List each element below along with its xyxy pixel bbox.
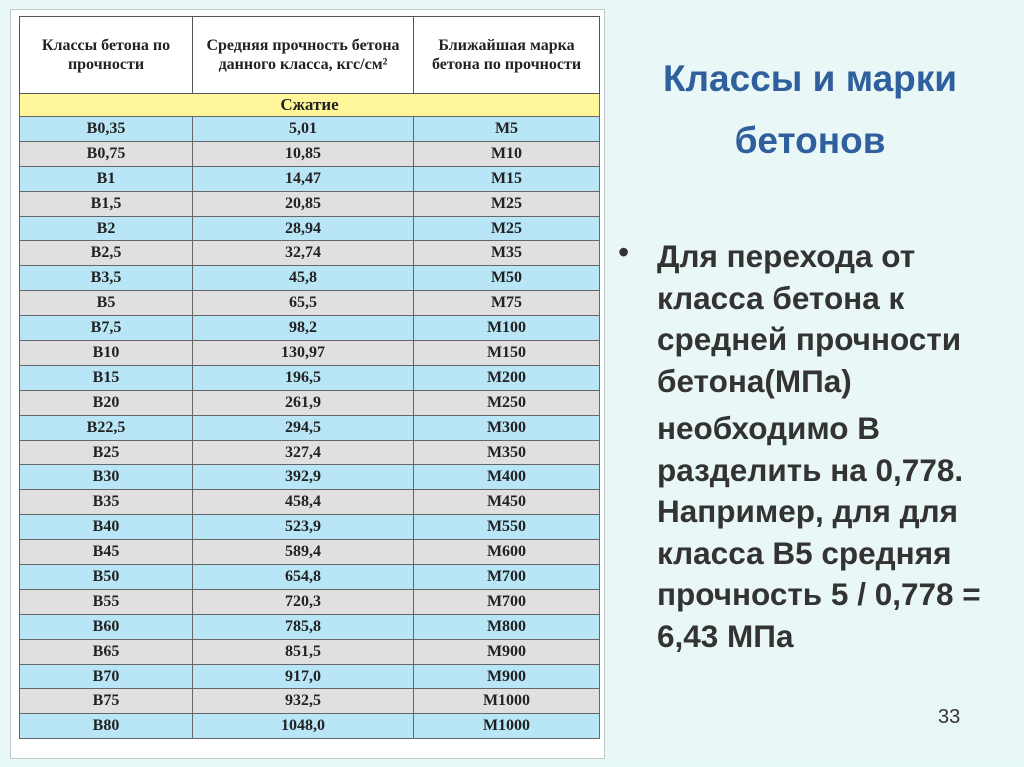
- cell-grade: M35: [414, 241, 600, 266]
- table-row: [20, 714, 600, 739]
- cell-grade: M700: [414, 565, 600, 590]
- table-row: [20, 589, 600, 614]
- table-row: [20, 365, 600, 390]
- cell-grade: M150: [414, 341, 600, 366]
- cell-class: B55: [20, 589, 193, 614]
- table-row: [20, 639, 600, 664]
- header-class: Классы бетона по прочности: [20, 17, 193, 94]
- cell-class: B80: [20, 714, 193, 739]
- cell-grade: M5: [414, 117, 600, 142]
- table-row: [20, 390, 600, 415]
- cell-strength: 851,5: [193, 639, 414, 664]
- cell-strength: 98,2: [193, 316, 414, 341]
- table-row: [20, 415, 600, 440]
- cell-class: B3,5: [20, 266, 193, 291]
- table-row: [20, 266, 600, 291]
- cell-strength: 32,74: [193, 241, 414, 266]
- cell-strength: 261,9: [193, 390, 414, 415]
- cell-grade: M25: [414, 216, 600, 241]
- table-row: [20, 166, 600, 191]
- table-row: [20, 316, 600, 341]
- concrete-classes-table: [19, 16, 600, 739]
- cell-grade: M100: [414, 316, 600, 341]
- cell-strength: 589,4: [193, 540, 414, 565]
- page-number: 33: [938, 706, 961, 728]
- cell-grade: M600: [414, 540, 600, 565]
- cell-grade: M400: [414, 465, 600, 490]
- cell-grade: M15: [414, 166, 600, 191]
- table-row: [20, 440, 600, 465]
- cell-strength: 458,4: [193, 490, 414, 515]
- cell-class: B7,5: [20, 316, 193, 341]
- header-grade: Ближайшая марка бетона по прочности: [414, 17, 600, 94]
- table-row: [20, 465, 600, 490]
- cell-strength: 130,97: [193, 341, 414, 366]
- cell-grade: M50: [414, 266, 600, 291]
- cell-grade: M350: [414, 440, 600, 465]
- header-strength: Средняя прочность бетона данного класса, кгс/см²: [193, 17, 414, 94]
- cell-grade: M900: [414, 664, 600, 689]
- bullet-marker: •: [618, 234, 630, 270]
- cell-strength: 327,4: [193, 440, 414, 465]
- cell-strength: 45,8: [193, 266, 414, 291]
- cell-grade: M450: [414, 490, 600, 515]
- cell-class: B20: [20, 390, 193, 415]
- table-row: [20, 664, 600, 689]
- cell-strength: 28,94: [193, 216, 414, 241]
- cell-class: B60: [20, 614, 193, 639]
- cell-strength: 932,5: [193, 689, 414, 714]
- cell-class: B2: [20, 216, 193, 241]
- cell-class: B1,5: [20, 191, 193, 216]
- cell-strength: 654,8: [193, 565, 414, 590]
- cell-grade: M550: [414, 515, 600, 540]
- cell-class: B2,5: [20, 241, 193, 266]
- cell-grade: M800: [414, 614, 600, 639]
- table-header-row: [20, 17, 600, 94]
- cell-grade: M1000: [414, 689, 600, 714]
- table-row: [20, 490, 600, 515]
- cell-class: B22,5: [20, 415, 193, 440]
- table-row: [20, 241, 600, 266]
- table-row: [20, 565, 600, 590]
- cell-grade: M10: [414, 141, 600, 166]
- cell-class: B70: [20, 664, 193, 689]
- table-row: [20, 540, 600, 565]
- bullet-text-line-1: Для перехода от класса бетона к средней прочности бетона(МПа): [657, 238, 962, 399]
- cell-grade: M900: [414, 639, 600, 664]
- section-row: [20, 94, 600, 117]
- section-label: Сжатие: [20, 94, 600, 117]
- cell-strength: 1048,0: [193, 714, 414, 739]
- cell-grade: M300: [414, 415, 600, 440]
- cell-strength: 14,47: [193, 166, 414, 191]
- table-row: [20, 341, 600, 366]
- table-panel: [10, 9, 605, 759]
- cell-class: B1: [20, 166, 193, 191]
- cell-class: B30: [20, 465, 193, 490]
- cell-class: B50: [20, 565, 193, 590]
- cell-strength: 392,9: [193, 465, 414, 490]
- cell-grade: M250: [414, 390, 600, 415]
- table-row: [20, 291, 600, 316]
- bullet-text-line-2: необходимо В разделить на 0,778. Например, для для класса В5 средняя прочность 5 / 0,778 = 6,43 МПа: [657, 410, 981, 654]
- cell-class: B75: [20, 689, 193, 714]
- table-row: [20, 117, 600, 142]
- cell-grade: M200: [414, 365, 600, 390]
- cell-grade: M700: [414, 589, 600, 614]
- cell-class: B10: [20, 341, 193, 366]
- cell-class: B15: [20, 365, 193, 390]
- table-row: [20, 191, 600, 216]
- cell-grade: M25: [414, 191, 600, 216]
- cell-class: B0,75: [20, 141, 193, 166]
- cell-strength: 720,3: [193, 589, 414, 614]
- cell-class: B35: [20, 490, 193, 515]
- cell-strength: 20,85: [193, 191, 414, 216]
- table-row: [20, 614, 600, 639]
- cell-class: B25: [20, 440, 193, 465]
- cell-strength: 785,8: [193, 614, 414, 639]
- table-row: [20, 689, 600, 714]
- cell-strength: 917,0: [193, 664, 414, 689]
- cell-grade: M75: [414, 291, 600, 316]
- cell-class: B65: [20, 639, 193, 664]
- bullet-text: [657, 236, 1002, 657]
- table-row: [20, 216, 600, 241]
- table-row: [20, 515, 600, 540]
- cell-strength: 65,5: [193, 291, 414, 316]
- cell-strength: 294,5: [193, 415, 414, 440]
- cell-class: B5: [20, 291, 193, 316]
- cell-class: B40: [20, 515, 193, 540]
- cell-strength: 10,85: [193, 141, 414, 166]
- cell-class: B45: [20, 540, 193, 565]
- table-row: [20, 141, 600, 166]
- cell-strength: 5,01: [193, 117, 414, 142]
- cell-strength: 523,9: [193, 515, 414, 540]
- cell-strength: 196,5: [193, 365, 414, 390]
- slide-title: Классы и марки бетонов: [662, 58, 958, 161]
- cell-grade: M1000: [414, 714, 600, 739]
- cell-class: B0,35: [20, 117, 193, 142]
